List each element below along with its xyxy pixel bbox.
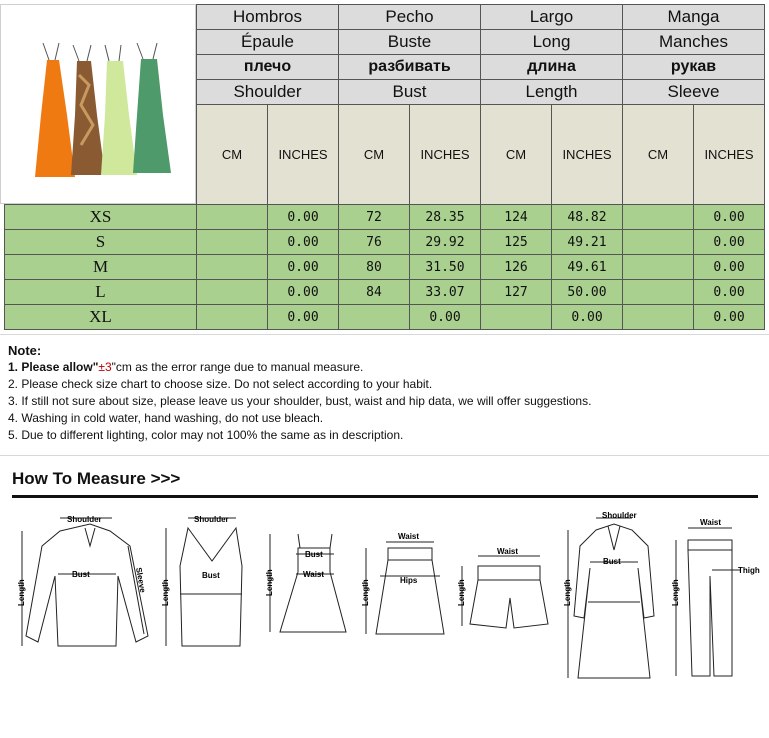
header-cell: Pecho	[339, 5, 481, 30]
label-length: Length	[671, 579, 680, 606]
size-row	[5, 230, 765, 255]
size-header-table	[196, 4, 765, 205]
label-bust: Bust	[202, 571, 220, 580]
size-label: S	[5, 230, 197, 255]
size-value-cell	[197, 255, 268, 280]
size-value-cell: 0.00	[268, 255, 339, 280]
note-line-3: 3. If still not sure about size, please leave us your shoulder, bust, waist and hip data, we will offer suggestions.	[8, 394, 592, 408]
blouse-diagram	[22, 518, 148, 646]
header-cell: плечо	[197, 55, 339, 80]
header-cell: Manches	[623, 30, 765, 55]
size-value-cell	[481, 305, 552, 330]
label-shoulder: Shoulder	[602, 511, 637, 520]
size-value-cell	[623, 205, 694, 230]
size-rows-table	[4, 204, 765, 330]
note-line-1	[8, 359, 591, 376]
header-cell: Shoulder	[197, 80, 339, 105]
label-waist: Waist	[303, 570, 325, 579]
spanish-header-row	[197, 5, 765, 30]
note-line-5: 5. Due to different lighting, color may not 100% the same as in description.	[8, 428, 404, 442]
size-value-cell: 0.00	[268, 305, 339, 330]
header-cell: Manga	[623, 5, 765, 30]
label-shoulder: Shoulder	[194, 515, 229, 524]
size-value-cell	[623, 305, 694, 330]
french-header-row	[197, 30, 765, 55]
size-value-cell: 50.00	[552, 280, 623, 305]
label-shoulder: Shoulder	[67, 515, 102, 524]
skirt-diagram	[366, 542, 444, 634]
size-label: XL	[5, 305, 197, 330]
lime-dress	[101, 45, 137, 175]
size-value-cell: 84	[339, 280, 410, 305]
label-hips: Hips	[400, 576, 418, 585]
divider	[0, 455, 769, 456]
header-cell: Largo	[481, 5, 623, 30]
note-1-tolerance: ±3	[98, 360, 112, 374]
size-value-cell: 72	[339, 205, 410, 230]
notes-title: Note:	[8, 343, 42, 358]
size-value-cell: 125	[481, 230, 552, 255]
label-bust: Bust	[305, 550, 323, 559]
english-header-row	[197, 80, 765, 105]
divider	[0, 334, 769, 335]
how-to-measure-text: How To Measure	[12, 469, 146, 488]
label-bust: Bust	[72, 570, 90, 579]
size-value-cell: 124	[481, 205, 552, 230]
size-value-cell: 126	[481, 255, 552, 280]
size-value-cell	[623, 255, 694, 280]
green-dress	[133, 43, 171, 173]
header-cell: Long	[481, 30, 623, 55]
header-cell: Épaule	[197, 30, 339, 55]
size-label: L	[5, 280, 197, 305]
size-row	[5, 305, 765, 330]
label-thigh: Thigh	[738, 566, 760, 575]
size-value-cell: 0.00	[694, 230, 765, 255]
tank-top-diagram	[166, 518, 242, 646]
size-row	[5, 280, 765, 305]
note-line-2: 2. Please check size chart to choose size. Do not select according to your habit.	[8, 377, 433, 391]
unit-cell: CM	[197, 105, 268, 205]
size-value-cell: 31.50	[410, 255, 481, 280]
unit-cell: INCHES	[410, 105, 481, 205]
size-value-cell: 0.00	[268, 280, 339, 305]
size-value-cell: 80	[339, 255, 410, 280]
size-row	[5, 205, 765, 230]
label-waist: Waist	[398, 532, 420, 541]
orange-dress	[35, 43, 75, 177]
label-length: Length	[457, 579, 466, 606]
note-line-4: 4. Washing in cold water, hand washing, do not use bleach.	[8, 411, 324, 425]
size-row	[5, 255, 765, 280]
label-length: Length	[563, 579, 572, 606]
size-value-cell: 0.00	[694, 205, 765, 230]
label-length: Length	[17, 579, 26, 606]
dresses-illustration	[1, 5, 197, 205]
size-value-cell: 33.07	[410, 280, 481, 305]
size-value-cell: 0.00	[268, 205, 339, 230]
arrows-icon: >>>	[150, 469, 181, 488]
size-value-cell	[197, 280, 268, 305]
size-value-cell	[197, 205, 268, 230]
size-value-cell: 49.61	[552, 255, 623, 280]
size-value-cell	[197, 305, 268, 330]
header-cell: длина	[481, 55, 623, 80]
unit-cell: CM	[339, 105, 410, 205]
how-to-measure-title	[12, 469, 180, 489]
header-cell: Hombros	[197, 5, 339, 30]
size-value-cell: 0.00	[268, 230, 339, 255]
label-length: Length	[161, 579, 170, 606]
header-cell: Bust	[339, 80, 481, 105]
measurement-diagrams	[0, 506, 769, 696]
size-value-cell: 0.00	[552, 305, 623, 330]
size-label: M	[5, 255, 197, 280]
notes-section	[8, 342, 591, 444]
label-length: Length	[265, 569, 274, 596]
size-value-cell: 0.00	[694, 305, 765, 330]
unit-cell: INCHES	[552, 105, 623, 205]
title-underline	[12, 495, 758, 498]
note-1-rest: "cm as the error range due to manual measure.	[111, 360, 364, 374]
size-value-cell: 49.21	[552, 230, 623, 255]
header-cell: Buste	[339, 30, 481, 55]
note-1-bold: 1. Please allow"	[8, 360, 99, 374]
size-value-cell: 48.82	[552, 205, 623, 230]
size-value-cell: 0.00	[410, 305, 481, 330]
size-value-cell: 29.92	[410, 230, 481, 255]
size-value-cell	[623, 230, 694, 255]
brown-dress	[71, 45, 105, 175]
unit-cell: INCHES	[268, 105, 339, 205]
label-bust: Bust	[603, 557, 621, 566]
size-value-cell	[623, 280, 694, 305]
header-cell: разбивать	[339, 55, 481, 80]
header-cell: Sleeve	[623, 80, 765, 105]
size-value-cell: 0.00	[694, 255, 765, 280]
size-value-cell: 28.35	[410, 205, 481, 230]
size-value-cell: 0.00	[694, 280, 765, 305]
slip-dress-diagram	[270, 534, 346, 632]
unit-cell: CM	[481, 105, 552, 205]
size-value-cell: 76	[339, 230, 410, 255]
label-waist: Waist	[497, 547, 519, 556]
size-value-cell	[339, 305, 410, 330]
units-row	[197, 105, 765, 205]
unit-cell: INCHES	[694, 105, 765, 205]
shorts-diagram	[462, 556, 548, 628]
label-waist: Waist	[700, 518, 722, 527]
header-cell: Length	[481, 80, 623, 105]
size-label: XS	[5, 205, 197, 230]
size-value-cell: 127	[481, 280, 552, 305]
label-sleeve: Sleeve	[134, 566, 148, 594]
label-length: Length	[361, 579, 370, 606]
unit-cell: CM	[623, 105, 694, 205]
header-cell: рукав	[623, 55, 765, 80]
product-image	[0, 4, 196, 204]
size-value-cell	[197, 230, 268, 255]
trousers-diagram	[676, 528, 740, 676]
russian-header-row	[197, 55, 765, 80]
coat-diagram	[568, 518, 654, 678]
